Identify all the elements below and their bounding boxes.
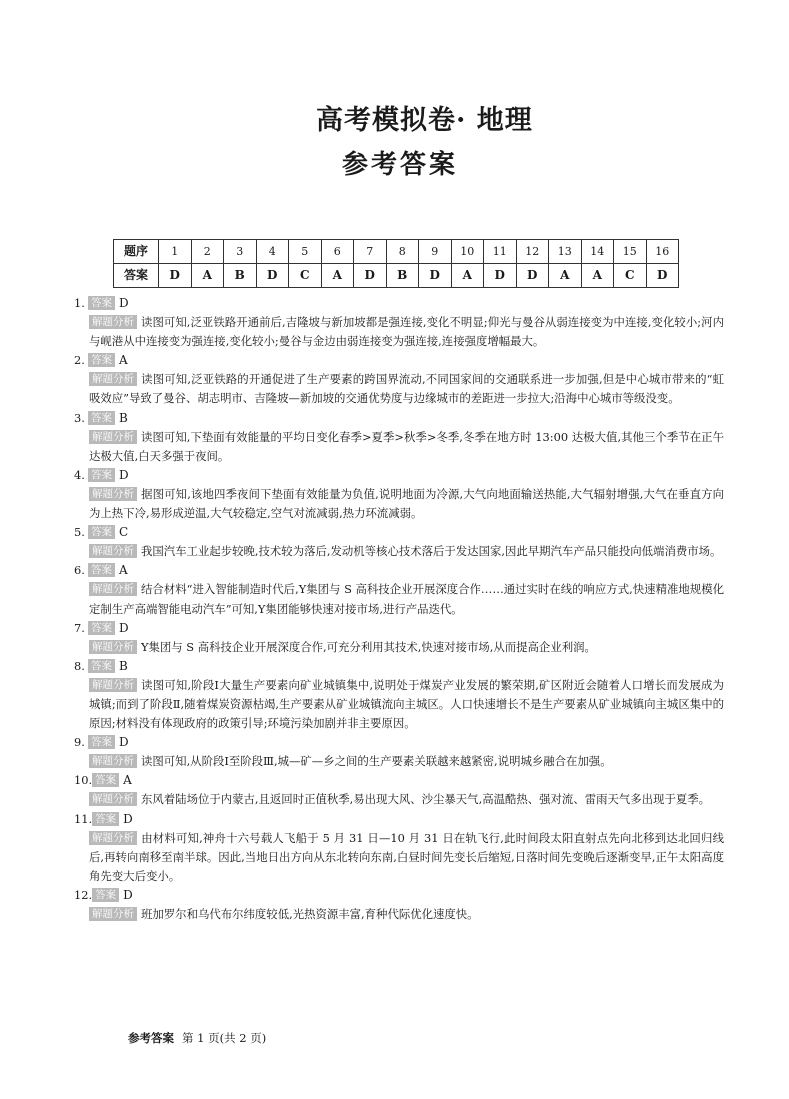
question-number-cell: 9 (419, 240, 452, 264)
footer-label: 参考答案 (128, 1031, 174, 1045)
analysis-paragraph (74, 676, 724, 733)
answer-tag: 答案 (92, 888, 119, 902)
question-answer-line (74, 561, 724, 580)
question-number-cell: 13 (549, 240, 582, 264)
answer-tag: 答案 (92, 773, 119, 787)
analysis-text: 读图可知,泛亚铁路的开通促进了生产要素的跨国界流动,不同国家间的交通联系进一步加强,但是中心城市带来的“虹吸效应”导致了曼谷、胡志明市、吉隆坡—新加坡的交通优势度与边缘城市的差距进一步拉大;沿海中心城市等级没变。 (89, 372, 724, 406)
analysis-tag: 解题分析 (89, 907, 137, 921)
answer-cell: B (386, 264, 419, 288)
analysis-paragraph (74, 752, 724, 771)
analysis-paragraph (74, 428, 724, 466)
answer-cell: D (256, 264, 289, 288)
answer-tag: 答案 (88, 353, 115, 367)
question-number: 8. (74, 658, 85, 673)
analysis-paragraph (74, 790, 724, 809)
question-block (74, 619, 724, 657)
question-answer-line (74, 523, 724, 542)
analysis-text: 我国汽车工业起步较晚,技术较为落后,发动机等核心技术落后于发达国家,因此早期汽车产品只能投向低端消费市场。 (141, 544, 722, 559)
question-block (74, 523, 724, 561)
question-block (74, 733, 724, 771)
answer-letter: D (123, 887, 133, 902)
question-number-cell: 16 (646, 240, 679, 264)
answer-tag: 答案 (88, 525, 115, 539)
analysis-paragraph (74, 829, 724, 886)
analysis-tag: 解题分析 (89, 792, 137, 806)
analysis-text: 据图可知,该地四季夜间下垫面有效能量为负值,说明地面为冷源,大气向地面输送热能,大气辐射增强,大气在垂直方向为上热下冷,易形成逆温,大气较稳定,空气对流减弱,热力环流减弱。 (89, 486, 724, 521)
answer-tag: 答案 (88, 563, 115, 577)
question-answer-line (74, 409, 724, 428)
page-number: 第 1 页(共 2 页) (182, 1031, 267, 1045)
answer-cell: C (614, 264, 647, 288)
answer-letter: D (119, 296, 129, 310)
answer-explanations (74, 294, 724, 924)
question-block (74, 771, 724, 809)
question-number: 5. (74, 525, 85, 540)
question-number-cell: 2 (191, 240, 224, 264)
answer-letter: A (119, 563, 128, 578)
question-number-cell: 1 (159, 240, 192, 264)
analysis-tag: 解题分析 (89, 678, 137, 692)
question-answer-line (74, 294, 724, 313)
answer-cell: D (516, 264, 549, 288)
question-answer-line (74, 771, 724, 790)
question-answer-line (74, 351, 724, 370)
question-number: 2. (74, 353, 85, 368)
answer-tag: 答案 (88, 296, 115, 310)
question-block (74, 294, 724, 351)
analysis-paragraph (74, 485, 724, 523)
analysis-text: 班加罗尔和乌代布尔纬度较低,光热资源丰富,育种代际优化速度快。 (141, 907, 479, 921)
document-subtitle: 参考答案 (342, 150, 459, 180)
question-answer-line (74, 886, 724, 905)
question-number-header: 题序 (114, 240, 159, 264)
analysis-tag: 解题分析 (89, 754, 137, 768)
question-number-cell: 10 (451, 240, 484, 264)
analysis-text: 读图可知,泛亚铁路开通前后,吉隆坡与新加坡都是强连接,变化不明显;仰光与曼谷从弱连接变为中连接,变化较小;河内与岘港从中连接变为强连接,变化较小;曼谷与金边由弱连接变为强连接,连接强度增幅最大。 (89, 315, 724, 349)
analysis-tag: 解题分析 (89, 831, 137, 845)
question-answer-line (74, 810, 724, 829)
question-number-row (114, 240, 679, 264)
answer-cell: A (191, 264, 224, 288)
question-number: 7. (74, 620, 85, 635)
answer-table (113, 239, 679, 288)
analysis-text: 读图可知,阶段Ⅰ大量生产要素向矿业城镇集中,说明处于煤炭产业发展的繁荣期,矿区附近会随着人口增长而发展成为城镇;而到了阶段Ⅱ,随着煤炭资源枯竭,生产要素从矿业城镇流向主城区。人口快速增长不是生产要素从矿业城镇向主城区集中的原因;材料没有体现政府的政策引导;环境污染加剧并非主要原因。 (89, 677, 724, 731)
analysis-tag: 解题分析 (89, 430, 137, 444)
analysis-tag: 解题分析 (89, 487, 137, 501)
answer-letter: D (119, 620, 129, 635)
answer-letter: B (119, 658, 128, 673)
question-answer-line (74, 619, 724, 638)
question-number-cell: 8 (386, 240, 419, 264)
analysis-text: 读图可知,从阶段Ⅰ至阶段Ⅲ,城—矿—乡之间的生产要素关联越来越紧密,说明城乡融合在加强。 (141, 754, 612, 769)
answer-header: 答案 (114, 264, 159, 288)
analysis-tag: 解题分析 (89, 544, 137, 558)
question-number-cell: 5 (289, 240, 322, 264)
answer-cell: C (289, 264, 322, 288)
question-block (74, 351, 724, 408)
answer-letter: D (119, 735, 129, 750)
page-footer (128, 1030, 266, 1046)
answer-tag: 答案 (88, 411, 115, 425)
answer-cell: D (419, 264, 452, 288)
analysis-tag: 解题分析 (89, 315, 137, 329)
answer-tag: 答案 (92, 812, 119, 826)
question-number-cell: 6 (321, 240, 354, 264)
question-number-cell: 14 (581, 240, 614, 264)
answer-letter: C (119, 525, 129, 540)
question-number-cell: 12 (516, 240, 549, 264)
answer-cell: D (159, 264, 192, 288)
analysis-text: 东风着陆场位于内蒙古,且返回时正值秋季,易出现大风、沙尘暴天气,高温酷热、强对流、雷雨天气多出现于夏季。 (141, 792, 711, 807)
question-number: 6. (74, 563, 85, 578)
answer-tag: 答案 (88, 735, 115, 749)
answer-row (114, 264, 679, 288)
analysis-text: Y集团与 S 高科技企业开展深度合作,可充分利用其技术,快速对接市场,从而提高企业利润。 (141, 639, 596, 654)
question-number-cell: 7 (354, 240, 387, 264)
answer-cell: A (549, 264, 582, 288)
question-number: 9. (74, 735, 85, 750)
answer-letter: D (123, 811, 133, 826)
analysis-text: 读图可知,下垫面有效能量的平均日变化春季>夏季>秋季>冬季,冬季在地方时 13:00 达极大值,其他三个季节在正午达极大值,白天多强于夜间。 (89, 429, 724, 463)
answer-cell: A (451, 264, 484, 288)
question-number: 3. (74, 410, 85, 425)
question-block (74, 409, 724, 466)
question-block (74, 810, 724, 886)
question-block (74, 466, 724, 523)
document-title: 高考模拟卷· 地理 (316, 105, 533, 136)
answer-tag: 答案 (88, 468, 115, 482)
question-answer-line (74, 657, 724, 676)
question-number: 10. (74, 773, 93, 788)
question-number-cell: 11 (484, 240, 517, 264)
question-number: 11. (74, 811, 93, 826)
answer-cell: D (484, 264, 517, 288)
question-block (74, 561, 724, 618)
answer-cell: D (646, 264, 679, 288)
analysis-text: 结合材料“进入智能制造时代后,Y集团与 S 高科技企业开展深度合作……通过实时在线的响应方式,快速精准地规模化定制生产高端智能电动汽车”可知,Y集团能够快速对接市场,进行产品迭代。 (89, 582, 724, 616)
analysis-paragraph (74, 542, 724, 561)
analysis-paragraph (74, 580, 724, 618)
answer-letter: D (119, 467, 129, 482)
question-answer-line (74, 733, 724, 752)
analysis-text: 由材料可知,神舟十六号载人飞船于 5 月 31 日—10 月 31 日在轨飞行,此时间段太阳直射点先向北移到达北回归线后,再转向南移至南半球。因此,当地日出方向从东北转向东南,白昼时间先变长后缩短,日落时间先变晚后逐渐变早,正午太阳高度角先变大后变小。 (89, 830, 724, 883)
answer-cell: D (354, 264, 387, 288)
answer-cell: A (321, 264, 354, 288)
answer-cell: B (224, 264, 257, 288)
question-block (74, 657, 724, 733)
analysis-tag: 解题分析 (89, 582, 137, 596)
answer-tag: 答案 (88, 659, 115, 673)
question-number-cell: 15 (614, 240, 647, 264)
answer-cell: A (581, 264, 614, 288)
answer-tag: 答案 (88, 621, 115, 635)
question-number: 12. (74, 887, 93, 902)
analysis-tag: 解题分析 (89, 372, 137, 386)
analysis-tag: 解题分析 (89, 640, 137, 654)
answer-letter: A (123, 773, 132, 788)
question-block (74, 886, 724, 924)
question-number: 4. (74, 467, 85, 482)
answer-letter: A (119, 353, 128, 368)
analysis-paragraph (74, 638, 724, 657)
question-answer-line (74, 466, 724, 485)
analysis-paragraph (74, 370, 724, 408)
analysis-paragraph (74, 905, 724, 924)
question-number-cell: 4 (256, 240, 289, 264)
analysis-paragraph (74, 313, 724, 351)
answer-letter: B (119, 410, 128, 425)
question-number: 1. (74, 296, 85, 310)
question-number-cell: 3 (224, 240, 257, 264)
